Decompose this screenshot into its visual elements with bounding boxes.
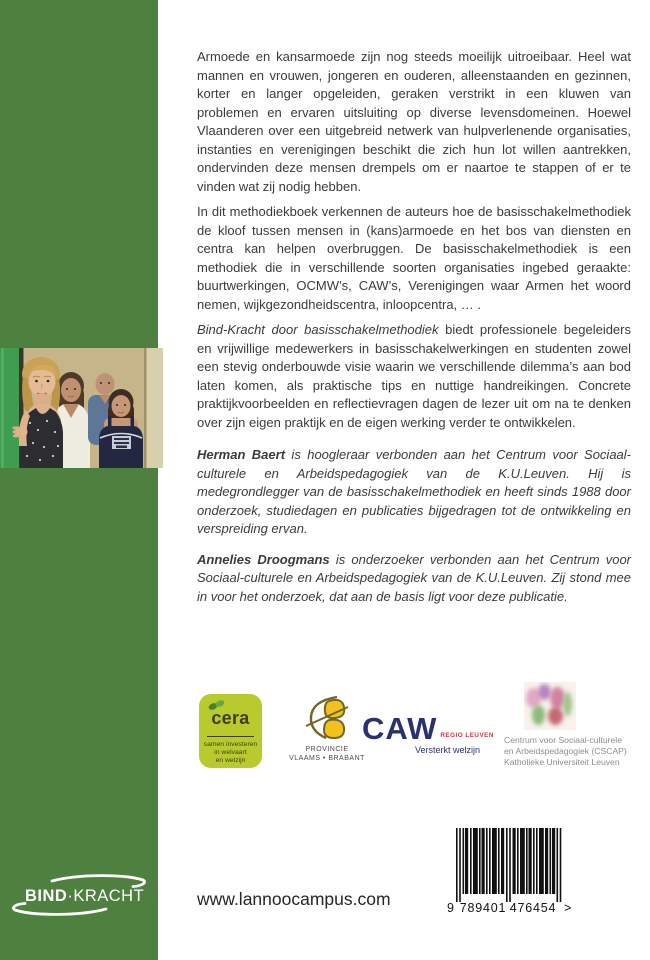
swoosh-top [52,876,145,887]
cscap-logo [504,682,632,768]
logo-text-regular: ·KRACHT [67,887,145,905]
spine-green-band [0,0,158,960]
blurb-paragraph-2: In dit methodiekboek verkennen de auteurs hoe de basisschakelmethodiek de kloof tussen mensen in (kans)armoede en het bos van diensten en centra kan helpen overbruggen. De basisschakelmethodiek is een methodiek die in verschillende soorten organisaties ingebed geraakte: buurtwerkingen, OCMW’s, CAW’s, Verenigingen waar Armen het woord nemen, wijkgezondheidscentra, inloopcentra, … . [197,204,631,312]
cera-tagline-line: samen investeren [203,741,258,748]
provincie-line2: VLAAMS • BRABANT [289,755,365,762]
author-bio-text: is onderzoeker verbonden aan het Centrum voor Sociaal-culturele en Arbeidspedagogiek van de K.U.Leuven. Zij stond mee in voor het onderzoek, dat aan de basis ligt voor deze publicatie. [197,551,632,604]
provincie-line1: PROVINCIE [305,746,349,753]
cscap-text [504,735,632,768]
cera-tagline [199,741,262,766]
blurb-paragraph-3-rest: biedt professionele begeleiders en vrijwillige medewerkers in basisschakelwerkingen en studenten zowel een stevig onderbouwde visie waarin we verschillende dilemma’s aan bod laten komen, als praktische tips en nuttige handreikingen. Concrete praktijkvoorbeelden en reflectievragen dagen de lezer uit om na te denken over zijn eigen praktijk en de eigen werking verder te ontwikkelen. [197,322,631,430]
caw-wordmark: CAW [362,711,438,746]
caw-tagline: Versterkt welzijn [415,745,481,755]
author-name: Annelies Droogmans [197,551,330,567]
bind-kracht-logo [8,872,150,918]
logo-text-bold: BIND [25,887,68,905]
cscap-line2: en Arbeidspedagogiek (CSCAP) [504,746,627,756]
swoosh-bottom [13,904,106,915]
caw-region-label: REGIO LEUVEN [440,732,494,739]
publisher-url: www.lannoocampus.com [197,889,391,909]
blurb-paragraph-1: Armoede en kansarmoede zijn nog steeds moeilijk uitroeibaar. Heel wat mannen en vrouwen, jongeren en ouderen, alleenstaanden en gezinnen, korter en langer opgeleiden, geraken verstrikt in een kluwen van problemen en ervaren uitsluiting op diverse levensdomeinen. Hoewel Vlaanderen over een uitgebreid netwerk van hulpverlenende organisaties, instanties en verenigingen beschikt die zich hun lot willen aantrekken, ondervinden deze mensen drempels om er naartoe te stappen of er te vinden wat zij nodig hebben. [197,49,631,194]
isbn-barcode [446,826,572,916]
provincie-emblem-icon [304,694,350,742]
barcode-digit-left: 9 [447,901,454,915]
cover-photo-scene [0,348,163,468]
cera-logo [199,694,262,768]
barcode-group-2: 476454 [509,901,557,915]
green-door [0,348,24,468]
cera-tagline-line: in welvaart [214,749,247,757]
blurb-paragraph-3 [197,321,631,432]
author-bio-herman-baert [197,446,631,539]
bind-kracht-wordmark [25,887,144,905]
cscap-watercolor-icon [524,682,576,730]
cera-tagline-line: en welzijn [215,757,246,765]
cera-divider [207,736,254,737]
cscap-line3: Katholieke Universiteit Leuven [504,757,620,767]
barcode-suffix: > [564,901,572,915]
book-title-reference: Bind-Kracht door basisschakelmethodiek [197,322,439,337]
back-cover-text [197,48,631,613]
cera-wordmark: cera [211,708,250,728]
cover-photo-people [0,348,163,468]
barcode-group-1: 789401 [459,901,507,915]
cscap-line1: Centrum voor Sociaal-culturele [504,735,622,745]
author-bio-annelies-droogmans [197,551,631,607]
caw-logo [358,711,494,755]
author-name: Herman Baert [197,447,286,462]
author-bio-text: is hoogleraar verbonden aan het Centrum voor Sociaal-culturele en Arbeidspedagogiek van de K.U.Leuven. Hij is medegrondlegger van de basisschakelmethodiek en heeft sinds 1988 door onderzoek, studiedagen en publicaties bijgedragen tot de ontwikkeling en verspreiding ervan. [197,447,631,536]
